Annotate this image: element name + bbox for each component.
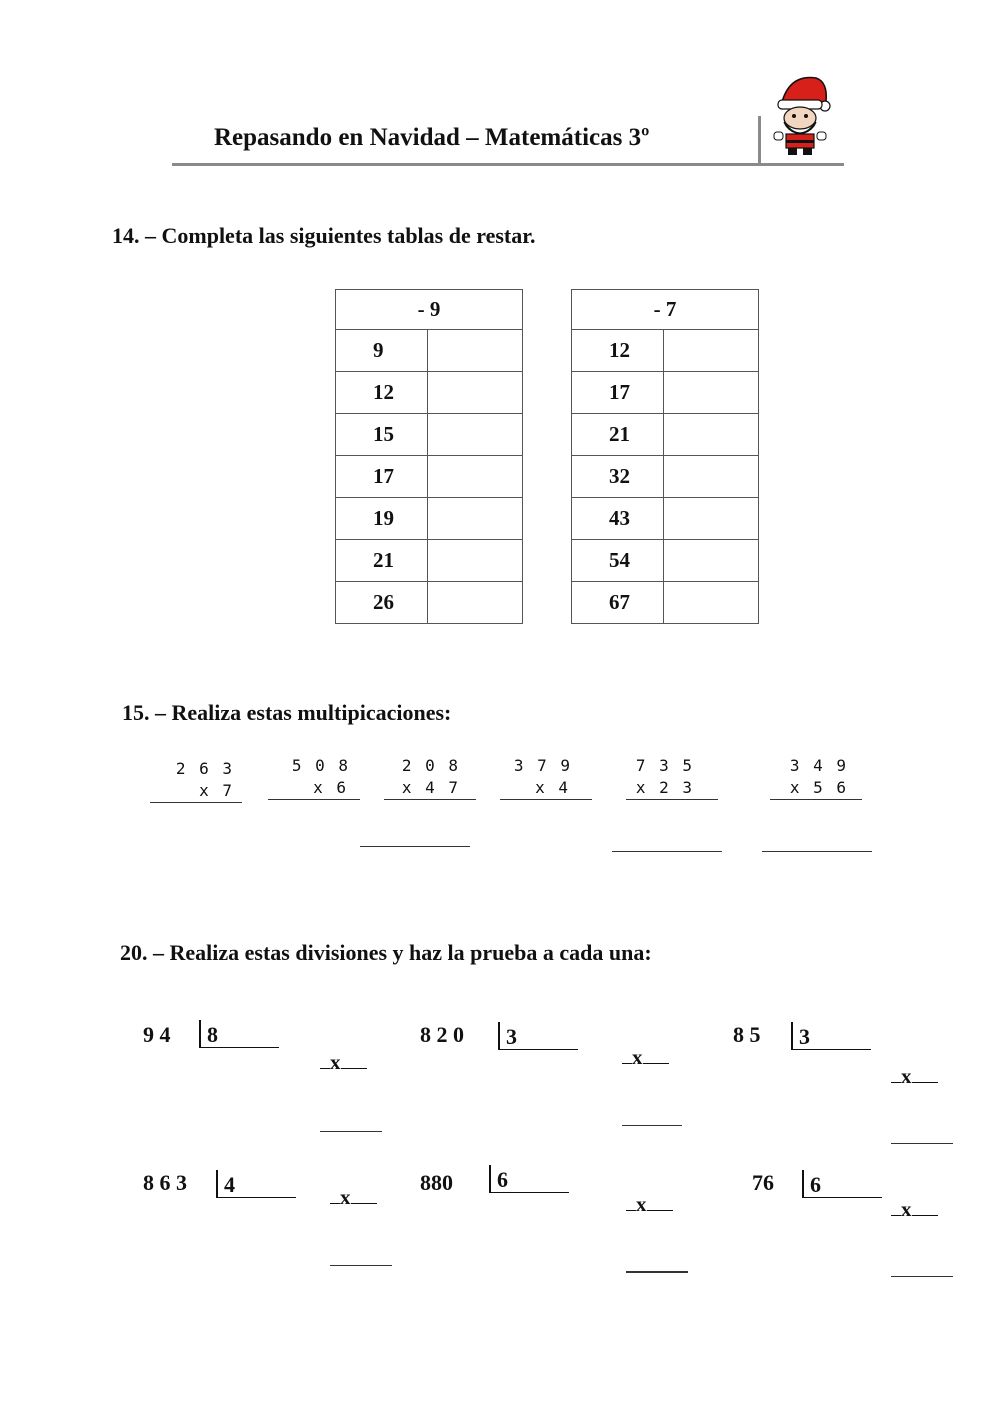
divisor-box: 8: [199, 1020, 279, 1048]
table-cell-number: 19: [336, 498, 428, 540]
multiplier: x 4: [500, 778, 592, 800]
proof-multiplication: [622, 1045, 669, 1070]
subtraction-table-minus-7: [571, 289, 759, 624]
multiplicand: 3 4 9: [789, 756, 848, 775]
table-cell-number: 21: [572, 414, 664, 456]
header-divider-vertical: [758, 116, 761, 164]
proof-multiplication: [330, 1185, 377, 1210]
table-cell-number: 32: [572, 456, 664, 498]
answer-cell[interactable]: [664, 582, 759, 624]
answer-line: [612, 851, 722, 852]
table-cell-number: 67: [572, 582, 664, 624]
table-cell-number: 26: [336, 582, 428, 624]
multiplicand: 2 0 8: [401, 756, 460, 775]
divisor-box: 3: [498, 1022, 578, 1050]
dividend: 8 2 0: [420, 1022, 464, 1047]
multiplication-problem: [500, 756, 592, 800]
answer-cell[interactable]: [664, 414, 759, 456]
answer-cell[interactable]: [428, 498, 523, 540]
santa-claus-icon: [768, 72, 834, 156]
multiplication-problem: [770, 756, 862, 800]
proof-answer-line: [891, 1276, 953, 1277]
answer-cell[interactable]: [428, 540, 523, 582]
answer-line: [360, 846, 470, 847]
answer-cell[interactable]: [664, 498, 759, 540]
proof-answer-line: [891, 1143, 953, 1144]
multiplication-problem: [150, 759, 242, 803]
times-sign: x: [901, 1197, 912, 1221]
table-cell-number: 9: [336, 330, 428, 372]
table-cell-number: 21: [336, 540, 428, 582]
multiplier: x 6: [268, 778, 360, 800]
proof-answer-line: [622, 1125, 682, 1126]
multiplicand: 3 7 9: [513, 756, 572, 775]
table-cell-number: 12: [336, 372, 428, 414]
table-header: - 7: [572, 290, 759, 330]
section-15-title: 15. – Realiza estas multipicaciones:: [122, 700, 452, 725]
answer-cell[interactable]: [664, 456, 759, 498]
table-cell-number: 15: [336, 414, 428, 456]
table-cell-number: 54: [572, 540, 664, 582]
table-header: - 9: [336, 290, 523, 330]
dividend: 76: [752, 1170, 774, 1195]
section-14-title: 14. – Completa las siguientes tablas de restar.: [112, 223, 536, 248]
table-cell-number: 17: [572, 372, 664, 414]
table-cell-number: 43: [572, 498, 664, 540]
header-rule: [172, 163, 844, 166]
answer-cell[interactable]: [428, 456, 523, 498]
table-cell-number: 12: [572, 330, 664, 372]
times-sign: x: [340, 1185, 351, 1209]
answer-cell[interactable]: [664, 330, 759, 372]
times-sign: x: [632, 1045, 643, 1069]
answer-cell[interactable]: [428, 330, 523, 372]
page-title: Repasando en Navidad – Matemáticas 3º: [214, 124, 650, 151]
dividend: 880: [420, 1170, 453, 1195]
dividend: 9 4: [143, 1022, 171, 1047]
table-cell-number: 17: [336, 456, 428, 498]
proof-multiplication: [320, 1050, 367, 1075]
divisor-box: 3: [791, 1022, 871, 1050]
multiplication-problem: [384, 756, 476, 800]
answer-cell[interactable]: [664, 372, 759, 414]
dividend: 8 6 3: [143, 1170, 187, 1195]
multiplicand: 7 3 5: [635, 756, 694, 775]
divisor-box: 4: [216, 1170, 296, 1198]
proof-answer-line: [626, 1271, 688, 1273]
proof-multiplication: [891, 1197, 938, 1222]
dividend: 8 5: [733, 1022, 761, 1047]
divisor-box: 6: [489, 1165, 569, 1193]
proof-multiplication: [891, 1064, 938, 1089]
multiplicand: 5 0 8: [291, 756, 350, 775]
multiplier: x 4 7: [384, 778, 476, 800]
answer-cell[interactable]: [428, 414, 523, 456]
multiplicand: 2 6 3: [175, 759, 234, 778]
proof-answer-line: [330, 1265, 392, 1266]
answer-line: [762, 851, 872, 852]
section-20-title: 20. – Realiza estas divisiones y haz la prueba a cada una:: [120, 940, 652, 965]
times-sign: x: [330, 1050, 341, 1074]
multiplication-problem: [268, 756, 360, 800]
multiplier: x 7: [150, 781, 242, 803]
answer-cell[interactable]: [428, 372, 523, 414]
multiplication-problem: [626, 756, 718, 800]
proof-multiplication: [626, 1192, 673, 1217]
times-sign: x: [636, 1192, 647, 1216]
answer-cell[interactable]: [664, 540, 759, 582]
multiplier: x 5 6: [770, 778, 862, 800]
times-sign: x: [901, 1064, 912, 1088]
proof-answer-line: [320, 1131, 382, 1132]
subtraction-table-minus-9: [335, 289, 523, 624]
divisor-box: 6: [802, 1170, 882, 1198]
multiplier: x 2 3: [626, 778, 718, 800]
answer-cell[interactable]: [428, 582, 523, 624]
